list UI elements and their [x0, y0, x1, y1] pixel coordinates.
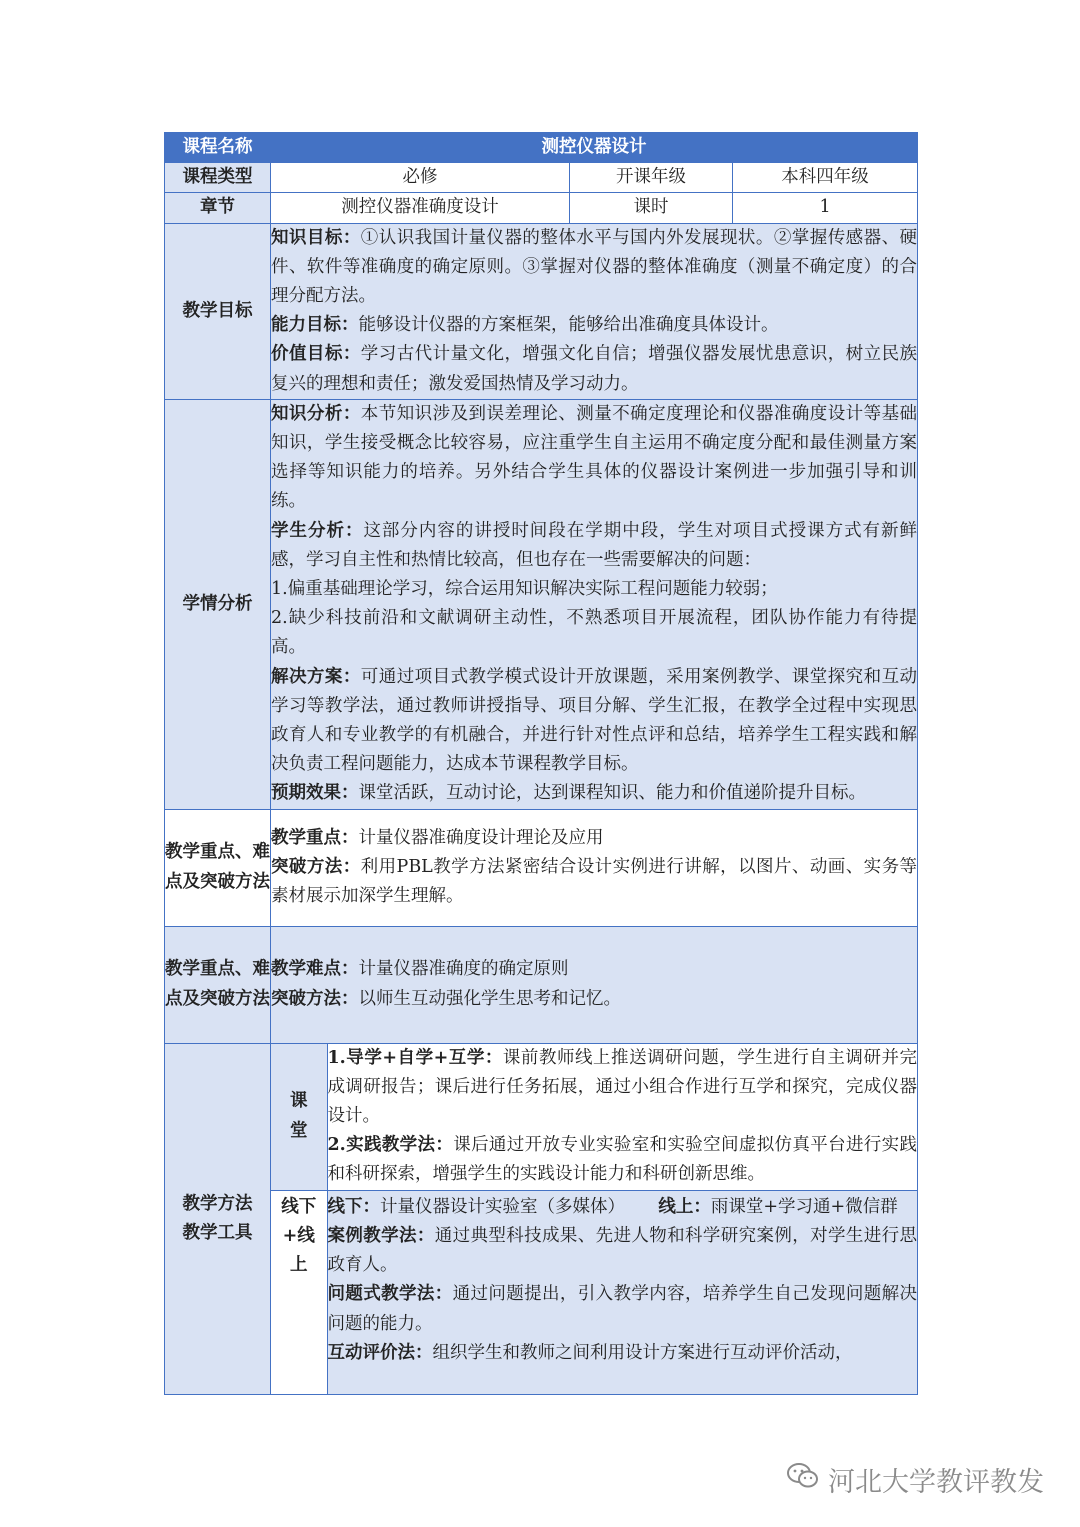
- watermark-text: 河北大学教评教发: [828, 1467, 1044, 1498]
- row-course-type: [165, 163, 918, 193]
- method2-text: 以师生互动强化学生思考和记忆。: [358, 988, 621, 1009]
- goals-content: [271, 223, 918, 399]
- student-analysis-text: 这部分内容的讲授时间段在学期中段，学生对项目式授课方式有新鲜感，学习自主性和热情比较高，但也存在一些需要解决的问题：: [271, 520, 918, 570]
- ability-goal-title: 能力目标：: [271, 315, 359, 336]
- knowledge-goal-title: 知识目标：: [271, 227, 361, 248]
- difficulty-text: 计量仪器准确度的确定原则: [358, 959, 569, 980]
- hours-label: 课时: [570, 193, 733, 223]
- online-label-text: 线下+线上: [281, 1196, 317, 1276]
- key1-label: 教学重点、难点及突破方法: [165, 809, 271, 926]
- analysis-label: 学情分析: [165, 399, 271, 809]
- interact-title: 互动评价法：: [327, 1342, 433, 1363]
- effect-title: 预期效果：: [271, 783, 359, 804]
- row-teaching-methods: [165, 1043, 918, 1395]
- online-title: 线上：: [658, 1196, 711, 1217]
- row-key-points-2: [165, 926, 918, 1043]
- ability-goal-text: 能够设计仪器的方案框架，能够给出准确度具体设计。: [358, 315, 779, 336]
- offline-text: 计量仪器设计实验室（多媒体）: [380, 1196, 625, 1217]
- methods-label-line2: 教学工具: [182, 1222, 253, 1243]
- course-name-value: 测控仪器设计: [271, 133, 918, 163]
- student-analysis-title: 学生分析：: [271, 520, 364, 541]
- grade-label: 开课年级: [570, 163, 733, 193]
- solution-text: 可通过项目式教学模式设计开放课题，采用案例教学、课堂探究和互动学习等教学法，通过教师讲授指导、项目分解、学生汇报，在教学全过程中实现思政育人和专业教学的有机融合，并进行针对性点评和总结，培养学生工程实践和解决负责工程问题能力，达成本节课程教学目标。: [271, 666, 918, 775]
- goals-label: 教学目标: [165, 223, 271, 399]
- focus-text: 计量仪器准确度设计理论及应用: [358, 827, 604, 848]
- item1-title: 1.导学+自学+互学：: [327, 1047, 503, 1068]
- online-label: [271, 1190, 327, 1394]
- method1-title: 突破方法：: [271, 857, 361, 878]
- item2-text: 课后通过开放专业实验室和实验空间虚拟仿真平台进行实践和科研探索，增强学生的实践设计能力和科研创新思维。: [327, 1135, 918, 1185]
- online-content: [327, 1190, 917, 1394]
- row-student-analysis: [165, 399, 918, 809]
- row-key-points-1: [165, 809, 918, 926]
- offline-title: 线下：: [327, 1196, 380, 1217]
- analysis-point-1: 1.偏重基础理论学习，综合运用知识解决实际工程问题能力较弱；: [271, 579, 778, 600]
- analysis-content: [271, 399, 918, 809]
- classroom-label: [271, 1044, 327, 1191]
- grade-value: 本科四年级: [733, 163, 918, 193]
- analysis-point-2: 2.缺少科技前沿和文献调研主动性，不熟悉项目开展流程，团队协作能力有待提高。: [271, 608, 918, 658]
- hours-value: 1: [733, 193, 918, 223]
- question-text: 通过问题提出，引入教学内容，培养学生自己发现问题解决问题的能力。: [327, 1284, 918, 1334]
- row-online-offline: [271, 1190, 917, 1394]
- classroom-label-text: 课堂: [290, 1091, 308, 1141]
- case-text: 通过典型科技成果、先进人物和科学研究案例，对学生进行思政育人。: [327, 1225, 918, 1276]
- online-text: 雨课堂+学习通+微信群: [710, 1196, 898, 1217]
- item1-text: 课前教师线上推送调研问题，学生进行自主调研并完成调研报告；课后进行任务拓展，通过小组合作进行互学和探究，完成仪器设计。: [327, 1047, 918, 1127]
- chapter-label: 章节: [165, 193, 271, 223]
- row-chapter: [165, 193, 918, 223]
- knowledge-analysis-text: 本节知识涉及到误差理论、测量不确定度理论和仪器准确度设计等基础知识，学生接受概念比较容易，应注重学生自主运用不确定度分配和最佳测量方案选择等知识能力的培养。另外结合学生具体的仪器设计案例进一步加强引导和训练。: [271, 403, 918, 512]
- key2-label: 教学重点、难点及突破方法: [165, 926, 271, 1043]
- classroom-content: [327, 1044, 917, 1191]
- solution-title: 解决方案：: [271, 666, 361, 687]
- difficulty-title: 教学难点：: [271, 959, 359, 980]
- chapter-value: 测控仪器准确度设计: [271, 193, 570, 223]
- item2-title: 2.实践教学法：: [327, 1135, 454, 1156]
- course-type-label: 课程类型: [165, 163, 271, 193]
- focus-title: 教学重点：: [271, 827, 359, 848]
- interact-text: 组织学生和教师之间利用设计方案进行互动评价活动，: [432, 1342, 853, 1363]
- value-goal-title: 价值目标：: [271, 344, 361, 365]
- course-type-value: 必修: [271, 163, 570, 193]
- methods-label: [165, 1043, 271, 1395]
- methods-label-line1: 教学方法: [182, 1193, 253, 1214]
- knowledge-analysis-title: 知识分析：: [271, 403, 361, 424]
- wechat-icon: [786, 1461, 820, 1498]
- methods-content: [271, 1043, 918, 1395]
- row-course-name: [165, 133, 918, 163]
- key2-content: [271, 926, 918, 1043]
- question-title: 问题式教学法：: [327, 1284, 453, 1305]
- methods-inner-table: [271, 1044, 917, 1395]
- value-goal-text: 学习古代计量文化，增强文化自信；增强仪器发展忧患意识，树立民族复兴的理想和责任；激发爱国热情及学习动力。: [271, 344, 918, 394]
- method1-text: 利用PBL教学方法紧密结合设计实例进行讲解，以图片、动画、实务等素材展示加深学生理解。: [271, 857, 918, 907]
- method2-title: 突破方法：: [271, 988, 359, 1009]
- key1-content: [271, 809, 918, 926]
- knowledge-goal-text: ①认识我国计量仪器的整体水平与国内外发展现状。②掌握传感器、硬件、软件等准确度的确定原则。③掌握对仪器的整体准确度（测量不确定度）的合理分配方法。: [271, 227, 918, 307]
- effect-text: 课堂活跃，互动讨论，达到课程知识、能力和价值递阶提升目标。: [358, 783, 866, 804]
- row-teaching-goals: [165, 223, 918, 399]
- course-table: [164, 132, 918, 1395]
- watermark: [786, 1460, 1044, 1499]
- row-classroom: [271, 1044, 917, 1191]
- course-name-label: 课程名称: [165, 133, 271, 163]
- case-title: 案例教学法：: [327, 1225, 435, 1246]
